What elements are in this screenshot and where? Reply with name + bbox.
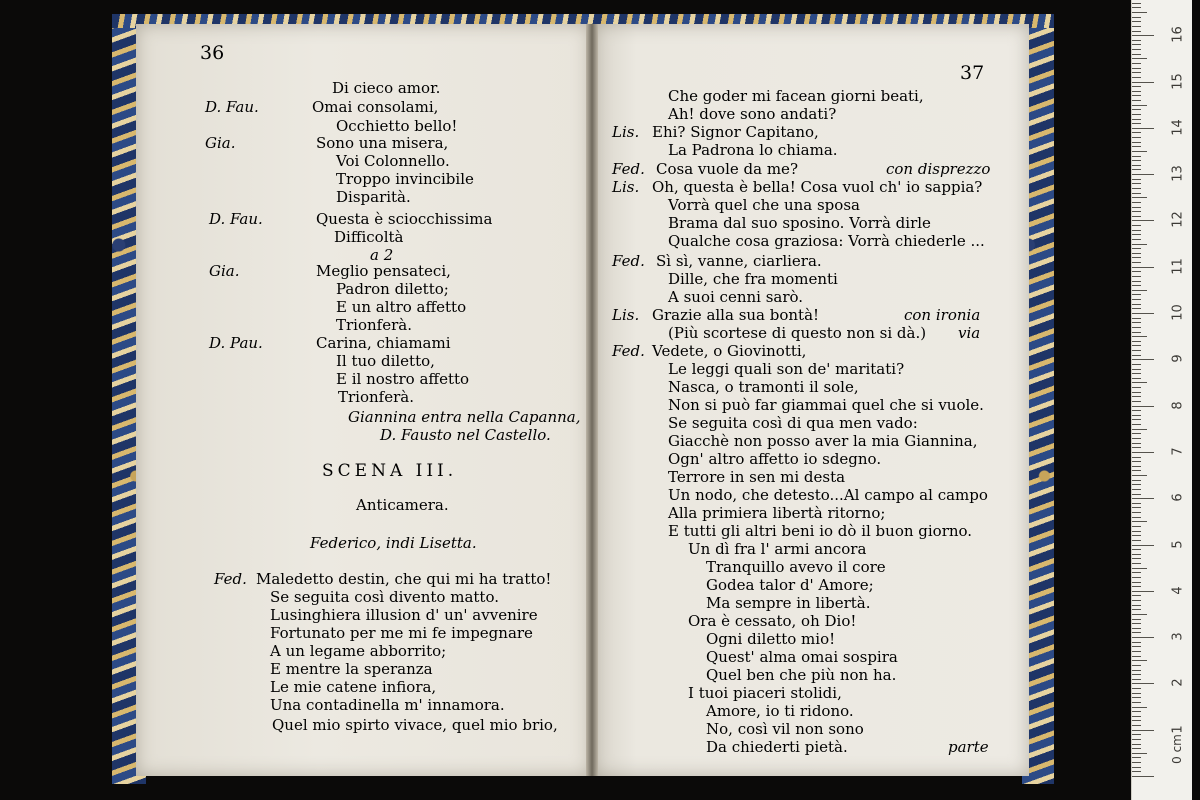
speaker-label: D. Pau. [209, 334, 263, 352]
ruler-tick [1132, 642, 1141, 643]
ruler-tick [1132, 225, 1141, 226]
ruler-tick [1132, 600, 1141, 601]
ruler-tick [1132, 406, 1154, 407]
ruler-tick [1132, 230, 1141, 231]
ruler-tick [1132, 378, 1141, 379]
ruler-number: 7 [1170, 447, 1186, 456]
ruler-tick [1132, 433, 1141, 434]
ruler-tick [1132, 757, 1141, 758]
verse-line: Ogni diletto mio! [706, 630, 836, 648]
ruler-tick [1132, 146, 1141, 147]
verse-line: Giacchè non posso aver la mia Giannina, [668, 432, 978, 450]
ruler-tick [1132, 44, 1141, 45]
verse-line: Non si può far giammai quel che si vuole. [668, 396, 984, 414]
verse-line: Se seguita così di qua men vado: [668, 414, 918, 432]
stage-direction-note: con disprezzo [886, 160, 991, 178]
right-page-number: 37 [960, 62, 985, 84]
verse-line: Maledetto destin, che qui mi ha tratto! [256, 570, 552, 588]
ruler-tick [1132, 188, 1141, 189]
speaker-label: Fed. [612, 342, 645, 360]
verse-line: (Più scortese di questo non si dà.) [668, 324, 927, 342]
verse-line: Quel mio spirto vivace, quel mio brio, [272, 716, 558, 734]
ruler-tick [1132, 424, 1141, 425]
stage-direction: Giannina entra nella Capanna, [348, 408, 581, 426]
ruler-number: 6 [1170, 493, 1186, 502]
ruler-tick [1132, 253, 1141, 254]
ruler-tick [1132, 294, 1141, 295]
verse-line: Le mie catene infiora, [270, 678, 437, 696]
verse-line: Lusinghiera illusion d' un' avvenire [270, 606, 538, 624]
ruler-tick [1132, 595, 1141, 596]
ruler-tick [1132, 507, 1141, 508]
ruler-number: 16 [1170, 26, 1186, 43]
ruler-tick [1132, 707, 1147, 708]
verse-line: Il tuo diletto, [336, 352, 435, 370]
measuring-ruler [1131, 0, 1192, 800]
ruler-tick [1132, 142, 1141, 143]
ruler-tick [1132, 350, 1141, 351]
ruler-tick [1132, 475, 1147, 476]
ruler-number: 10 [1170, 304, 1186, 321]
ruler-tick [1132, 447, 1141, 448]
verse-line: Ah! dove sono andati? [668, 105, 837, 123]
verse-line: Carina, chiamami [316, 334, 451, 352]
ruler-tick [1132, 72, 1141, 73]
verse-line: Amore, io ti ridono. [706, 702, 854, 720]
ruler-number: 14 [1170, 119, 1186, 136]
ruler-tick [1132, 183, 1141, 184]
ruler-tick [1132, 86, 1141, 87]
ruler-tick [1132, 628, 1141, 629]
verse-line: E un altro affetto [336, 298, 467, 316]
left-page-number: 36 [200, 42, 225, 64]
ruler-tick [1132, 470, 1141, 471]
ruler-tick [1132, 739, 1141, 740]
verse-line: A suoi cenni sarò. [668, 288, 804, 306]
verse-line: Meglio pensateci, [316, 262, 451, 280]
verse-line: Ehi? Signor Capitano, [652, 123, 819, 141]
verse-line: Tranquillo avevo il core [706, 558, 886, 576]
verse-line: Trionferà. [336, 316, 412, 334]
stage-direction: Federico, indi Lisetta. [310, 534, 477, 552]
ruler-tick [1132, 637, 1154, 638]
ruler-tick [1132, 202, 1141, 203]
speaker-label: Fed. [612, 160, 645, 178]
ruler-tick [1132, 438, 1141, 439]
ruler-tick [1132, 174, 1154, 175]
verse-line: E mentre la speranza [270, 660, 433, 678]
ruler-tick [1132, 207, 1141, 208]
ruler-tick [1132, 415, 1141, 416]
verse-line: Nasca, o tramonti il sole, [668, 378, 859, 396]
ruler-number: 11 [1170, 257, 1186, 275]
ruler-tick [1132, 304, 1141, 305]
book-gutter [586, 24, 598, 776]
ruler-tick [1132, 776, 1154, 777]
ruler-tick [1132, 419, 1141, 420]
ruler-tick [1132, 248, 1141, 249]
ruler-tick [1132, 734, 1141, 735]
ruler-tick [1132, 313, 1154, 314]
ruler-number: 9 [1170, 354, 1186, 363]
ruler-tick [1132, 670, 1141, 671]
ruler-tick [1132, 267, 1154, 268]
ruler-tick [1132, 545, 1154, 546]
ruler-tick [1132, 480, 1141, 481]
ruler-tick [1132, 244, 1147, 245]
verse-line: a 2 [370, 246, 394, 264]
ruler-tick [1132, 100, 1141, 101]
verse-line: Godea talor d' Amore; [706, 576, 874, 594]
ruler-tick [1132, 21, 1141, 22]
verse-line: Omai consolami, [312, 98, 439, 116]
ruler-tick [1132, 216, 1141, 217]
ruler-tick [1132, 632, 1141, 633]
ruler-tick [1132, 132, 1141, 133]
ruler-tick [1132, 461, 1141, 462]
verse-line: A un legame abborrito; [270, 642, 447, 660]
ruler-tick [1132, 531, 1141, 532]
ruler-tick [1132, 605, 1141, 606]
ruler-tick [1132, 526, 1141, 527]
ruler-tick [1132, 169, 1141, 170]
ruler-tick [1132, 40, 1141, 41]
ruler-number: 8 [1170, 400, 1186, 410]
ruler-tick [1132, 3, 1141, 4]
ruler-number: 12 [1170, 211, 1186, 229]
ruler-tick [1132, 387, 1141, 388]
ruler-tick [1132, 466, 1141, 467]
ruler-tick [1132, 119, 1141, 120]
stage-direction-note: con ironia [904, 306, 981, 324]
ruler-tick [1132, 151, 1147, 152]
ruler-tick [1132, 137, 1141, 138]
verse-line: Qualche cosa graziosa: Vorrà chiederle ... [668, 232, 985, 250]
speaker-label: Fed. [214, 570, 247, 588]
ruler-tick [1132, 281, 1141, 282]
speaker-label: Fed. [612, 252, 645, 270]
ruler-tick [1132, 396, 1141, 397]
ruler-tick [1132, 720, 1141, 721]
ruler-tick [1132, 7, 1141, 8]
ruler-tick [1132, 332, 1141, 333]
ruler-tick [1132, 336, 1147, 337]
ruler-tick [1132, 63, 1141, 64]
verse-line: Quest' alma omai sospira [706, 648, 898, 666]
ruler-tick [1132, 674, 1141, 675]
ruler-tick [1132, 355, 1141, 356]
verse-line: La Padrona lo chiama. [668, 141, 838, 159]
verse-line: Vorrà quel che una sposa [668, 196, 860, 214]
ruler-tick [1132, 697, 1141, 698]
scene-heading: SCENA III. [322, 461, 458, 481]
ruler-tick [1132, 91, 1141, 92]
speaker-label: Lis. [612, 306, 640, 324]
verse-line: Fortunato per me mi fe impegnare [270, 624, 533, 642]
ruler-tick [1132, 725, 1141, 726]
ruler-tick [1132, 609, 1141, 610]
ruler-number: 3 [1170, 632, 1186, 641]
verse-line: Trionferà. [338, 388, 414, 406]
ruler-number: 1 [1170, 725, 1186, 734]
ruler-tick [1132, 276, 1141, 277]
ruler-tick [1132, 114, 1141, 115]
verse-line: Sono una misera, [316, 134, 449, 152]
verse-line: Ogn' altro affetto io sdegno. [668, 450, 882, 468]
ruler-tick [1132, 410, 1141, 411]
ruler-tick [1132, 382, 1147, 383]
ruler-tick [1132, 401, 1141, 402]
verse-line: Anticamera. [356, 496, 449, 514]
ruler-tick [1132, 49, 1141, 50]
ruler-tick [1132, 771, 1141, 772]
verse-line: Terrore in sen mi desta [668, 468, 846, 486]
ruler-tick [1132, 193, 1141, 194]
ruler-tick [1132, 582, 1141, 583]
verse-line: Troppo invincibile [336, 170, 474, 188]
ruler-tick [1132, 359, 1154, 360]
ruler-tick [1132, 220, 1154, 221]
speaker-label: D. Fau. [205, 98, 259, 116]
ruler-tick [1132, 322, 1141, 323]
verse-line: Un nodo, che detesto...Al campo al campo [668, 486, 988, 504]
ruler-number: 4 [1170, 586, 1186, 595]
ruler-tick [1132, 452, 1154, 453]
ruler-tick [1132, 160, 1141, 161]
ruler-tick [1132, 82, 1154, 83]
verse-line: Oh, questa è bella! Cosa vuol ch' io sappia? [652, 178, 983, 196]
ruler-tick [1132, 211, 1141, 212]
ruler-tick [1132, 364, 1141, 365]
ruler-tick [1132, 665, 1141, 666]
verse-line: Difficoltà [334, 228, 404, 246]
ruler-tick [1132, 105, 1147, 106]
ruler-tick [1132, 327, 1141, 328]
ruler-tick [1132, 197, 1147, 198]
ruler-tick [1132, 688, 1141, 689]
ruler-tick [1132, 31, 1141, 32]
ruler-tick [1132, 503, 1141, 504]
stage-direction: D. Fausto nel Castello. [380, 426, 551, 444]
verse-line: Brama dal suo sposino. Vorrà dirle [668, 214, 931, 232]
ruler-tick [1132, 373, 1141, 374]
ruler-tick [1132, 679, 1141, 680]
ruler-tick [1132, 563, 1141, 564]
ruler-tick [1132, 429, 1147, 430]
ruler-tick [1132, 498, 1154, 499]
ruler-tick [1132, 239, 1141, 240]
ruler-tick [1132, 762, 1141, 763]
stage-direction-note: via [958, 324, 981, 342]
verse-line: Le leggi quali son de' maritati? [668, 360, 905, 378]
verse-line: Se seguita così divento matto. [270, 588, 499, 606]
verse-line: Di cieco amor. [332, 79, 441, 97]
ruler-unit-label: 0 cm [1169, 734, 1184, 764]
stage-direction-note: parte [948, 738, 989, 756]
ruler-tick [1132, 744, 1141, 745]
verse-line: Sì sì, vanne, ciarliera. [656, 252, 822, 270]
speaker-label: Gia. [205, 134, 236, 152]
ruler-tick [1132, 392, 1141, 393]
ruler-tick [1132, 369, 1141, 370]
ruler-tick [1132, 623, 1141, 624]
ruler-tick [1132, 711, 1141, 712]
ruler-tick [1132, 262, 1141, 263]
ruler-number: 13 [1170, 165, 1186, 182]
ruler-tick [1132, 257, 1141, 258]
ruler-tick [1132, 651, 1141, 652]
ruler-tick [1132, 285, 1141, 286]
ruler-tick [1132, 165, 1141, 166]
ruler-tick [1132, 577, 1141, 578]
ruler-tick [1132, 558, 1141, 559]
ruler-tick [1132, 517, 1141, 518]
ruler-tick [1132, 318, 1141, 319]
ruler-number: 15 [1170, 72, 1186, 90]
ruler-tick [1132, 341, 1141, 342]
ruler-tick [1132, 95, 1141, 96]
ruler-tick [1132, 702, 1141, 703]
verse-line: Padron diletto; [336, 280, 449, 298]
ruler-tick [1132, 540, 1141, 541]
ruler-tick [1132, 345, 1141, 346]
ruler-tick [1132, 123, 1141, 124]
ruler-tick [1132, 656, 1141, 657]
speaker-label: Lis. [612, 178, 640, 196]
verse-line: Cosa vuole da me? [656, 160, 798, 178]
verse-line: Grazie alla sua bontà! [652, 306, 820, 324]
ruler-tick [1132, 693, 1141, 694]
ruler-number: 5 [1170, 539, 1186, 549]
ruler-tick [1132, 457, 1141, 458]
ruler-tick [1132, 58, 1147, 59]
ruler-tick [1132, 753, 1147, 754]
ruler-tick [1132, 156, 1141, 157]
verse-line: Alla primiera libertà ritorno; [668, 504, 886, 522]
verse-line: E il nostro affetto [336, 370, 470, 388]
ruler-tick [1132, 35, 1154, 36]
ruler-tick [1132, 489, 1141, 490]
verse-line: Ora è cessato, oh Dio! [688, 612, 857, 630]
ruler-tick [1132, 12, 1147, 13]
ruler-tick [1132, 614, 1147, 615]
ruler-tick [1132, 26, 1141, 27]
ruler-tick [1132, 308, 1141, 309]
speaker-label: D. Fau. [209, 210, 263, 228]
ruler-tick [1132, 549, 1141, 550]
ruler-tick [1132, 619, 1141, 620]
ruler-tick [1132, 646, 1141, 647]
ruler-tick [1132, 591, 1154, 592]
ruler-tick [1132, 767, 1141, 768]
ruler-tick [1132, 660, 1147, 661]
ruler-tick [1132, 77, 1141, 78]
ruler-tick [1132, 730, 1154, 731]
verse-line: No, così vil non sono [706, 720, 864, 738]
ruler-tick [1132, 128, 1154, 129]
ruler-tick [1132, 234, 1141, 235]
verse-line: Ma sempre in libertà. [706, 594, 871, 612]
ruler-tick [1132, 586, 1141, 587]
verse-line: Quel ben che più non ha. [706, 666, 897, 684]
verse-line: Voi Colonnello. [336, 152, 450, 170]
ruler-tick [1132, 512, 1141, 513]
ruler-tick [1132, 17, 1141, 18]
ruler-tick [1132, 179, 1141, 180]
verse-line: Che goder mi facean giorni beati, [668, 87, 924, 105]
ruler-tick [1132, 683, 1154, 684]
verse-line: E tutti gli altri beni io dò il buon giorno. [668, 522, 973, 540]
verse-line: Una contadinella m' innamora. [270, 696, 505, 714]
ruler-tick [1132, 443, 1141, 444]
ruler-tick [1132, 554, 1141, 555]
verse-line: Dille, che fra momenti [668, 270, 838, 288]
ruler-tick [1132, 290, 1147, 291]
ruler-tick [1132, 109, 1141, 110]
ruler-tick [1132, 748, 1141, 749]
verse-line: Vedete, o Giovinotti, [652, 342, 807, 360]
verse-line: Da chiederti pietà. [706, 738, 848, 756]
verse-line: Un dì fra l' armi ancora [688, 540, 867, 558]
verse-line: Questa è sciocchissima [316, 210, 493, 228]
verse-line: Occhietto bello! [336, 117, 458, 135]
ruler-tick [1132, 521, 1147, 522]
ruler-number: 2 [1170, 678, 1186, 688]
ruler-tick [1132, 484, 1141, 485]
ruler-tick [1132, 535, 1141, 536]
ruler-tick [1132, 299, 1141, 300]
verse-line: I tuoi piaceri stolidi, [688, 684, 842, 702]
ruler-tick [1132, 716, 1141, 717]
ruler-tick [1132, 68, 1141, 69]
ruler-tick [1132, 494, 1141, 495]
ruler-tick [1132, 568, 1147, 569]
verse-line: Disparità. [336, 188, 411, 206]
ruler-tick [1132, 572, 1141, 573]
speaker-label: Lis. [612, 123, 640, 141]
ruler-tick [1132, 271, 1141, 272]
ruler-tick [1132, 54, 1141, 55]
speaker-label: Gia. [209, 262, 240, 280]
